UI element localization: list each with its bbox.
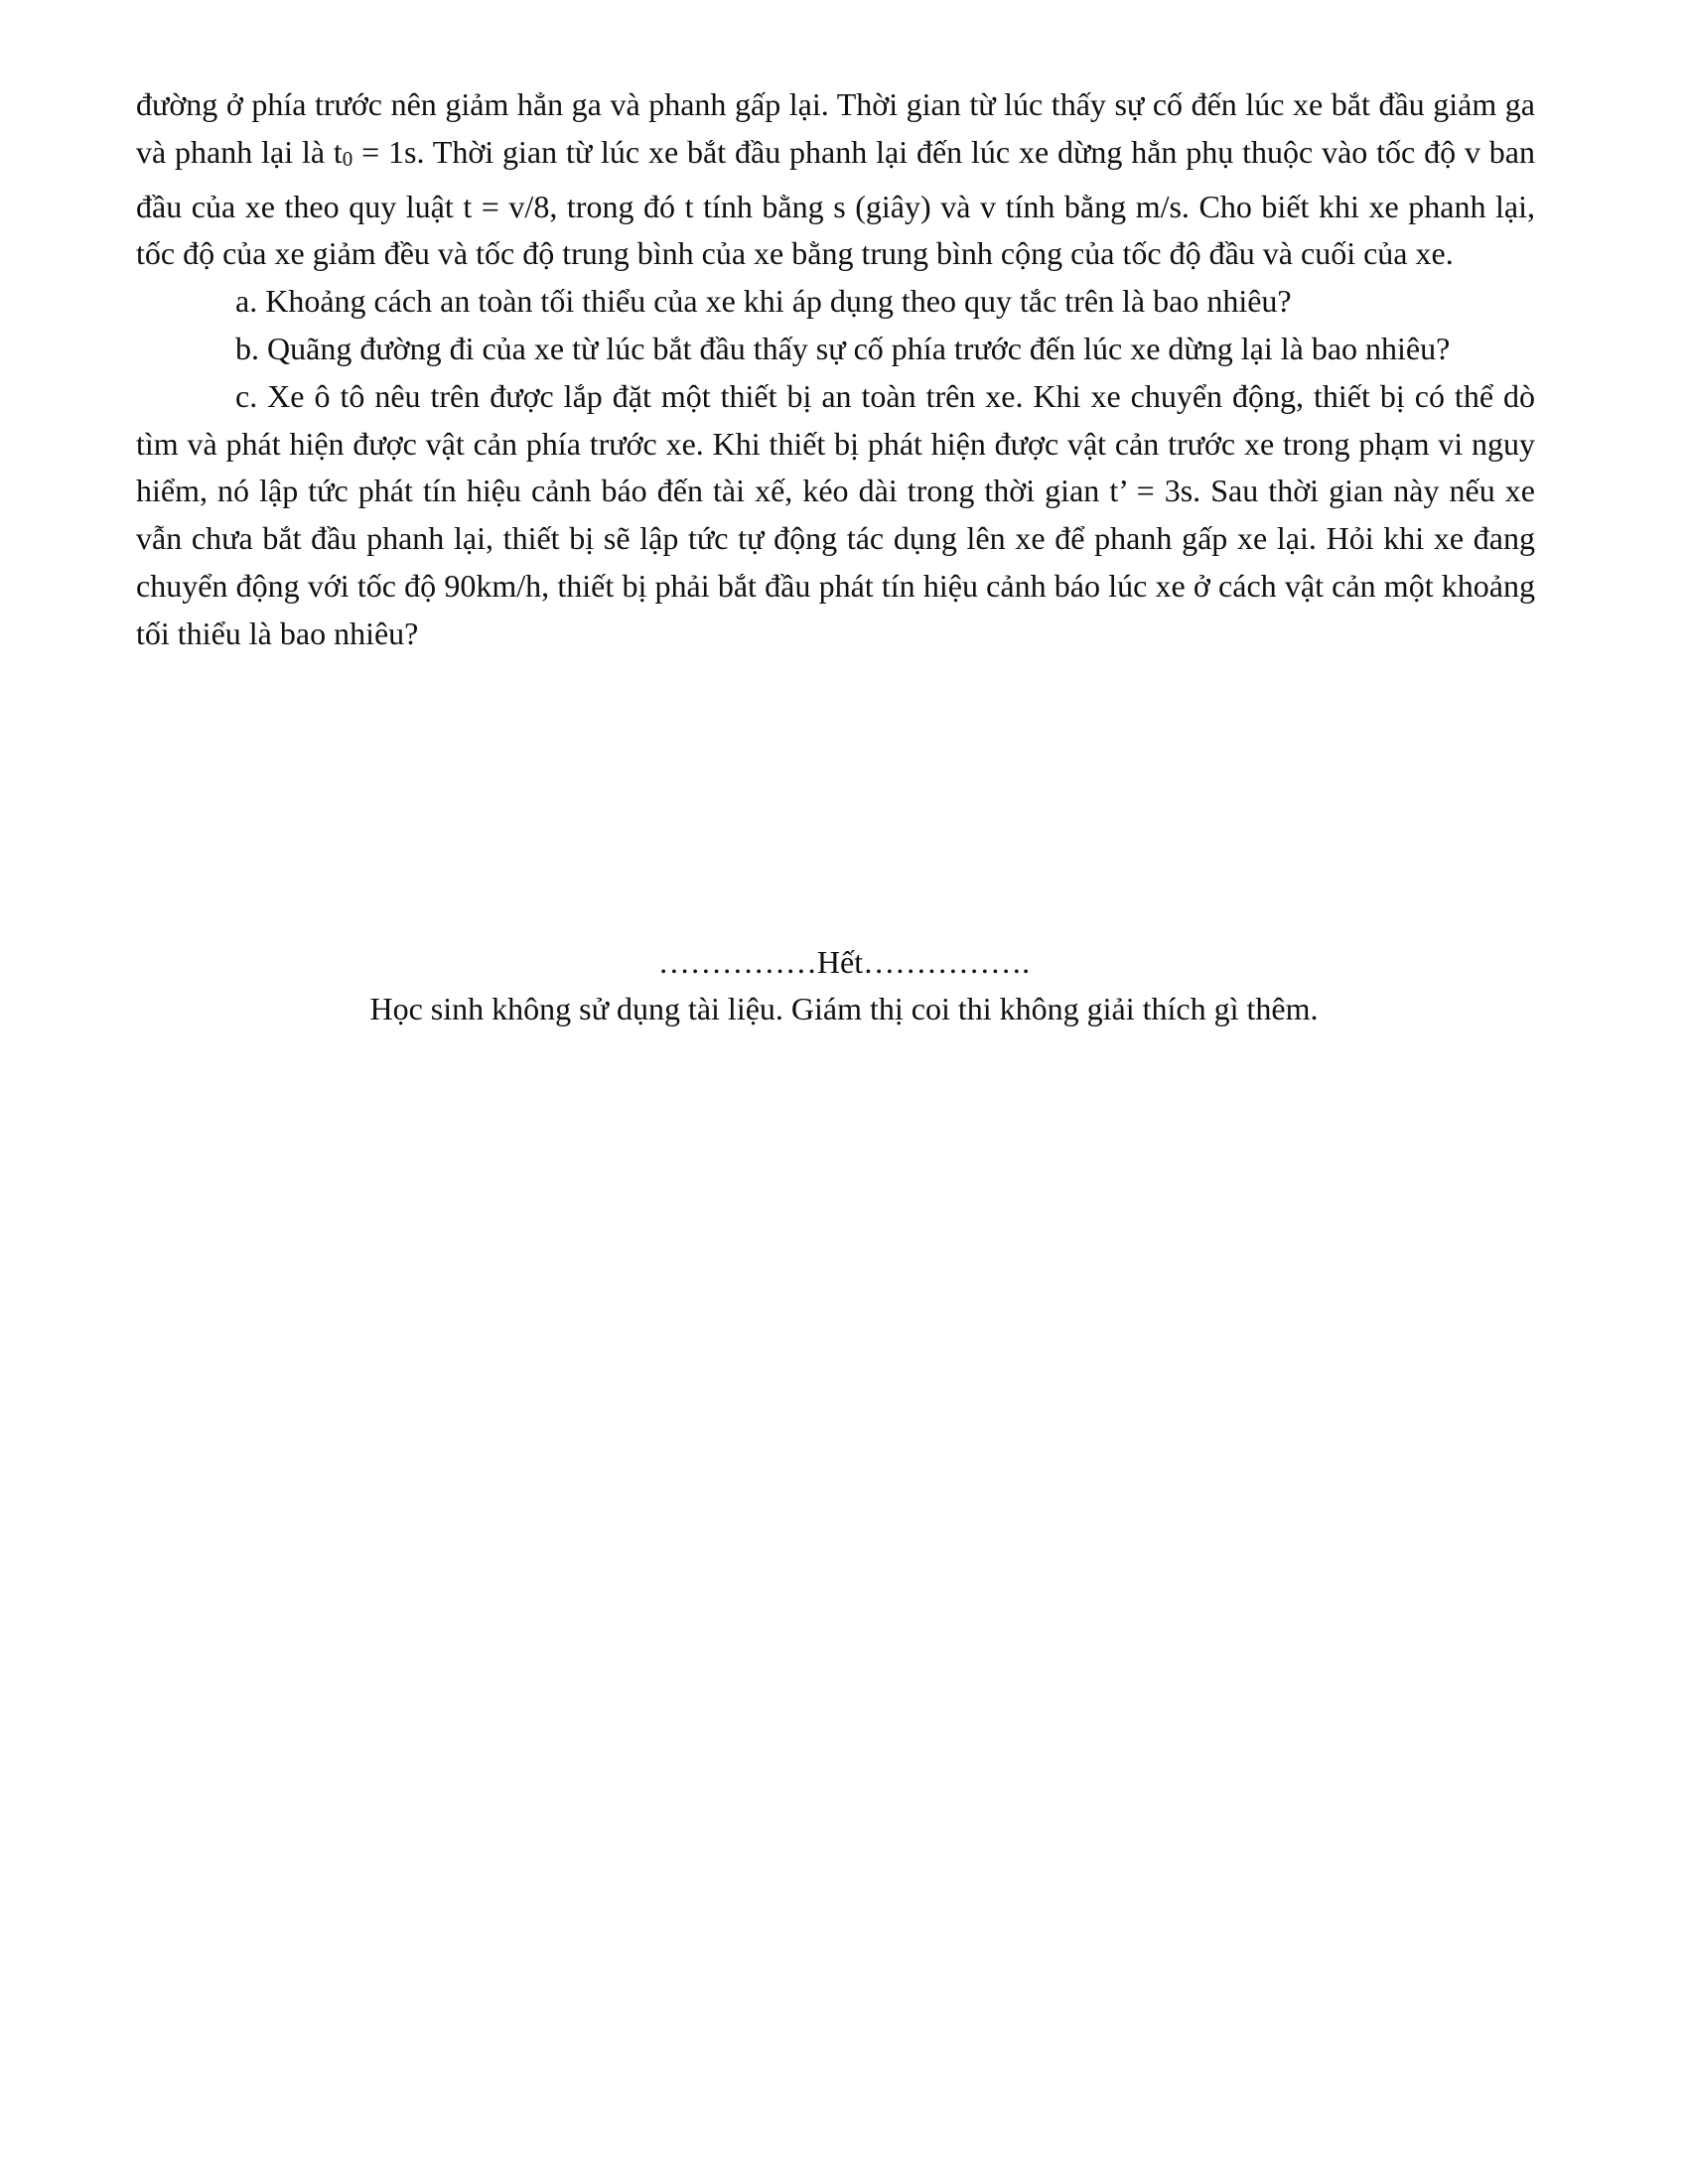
intro-text-end: = 1s. Thời gian từ lúc xe bắt đầu phanh lại đến lúc xe dừng hẳn phụ thuộc vào tốc độ v ban đầu của xe theo quy luật t = v/8, trong đó t tính bằng s (giây) và v tính bằng m/s. Cho biết khi xe phanh lại, tốc độ của xe giảm đều và tốc độ trung bình của xe bằng trung bình cộng của tốc độ đầu và cuối của xe. [136,133,1536,272]
question-b: b. Quãng đường đi của xe từ lúc bắt đầu thấy sự cố phía trước đến lúc xe dừng lại là bao nhiêu? [235,330,1451,366]
problem-intro-paragraph [136,81,1535,278]
end-of-exam-marker: ……………Hết……………. [657,944,1031,980]
time-subscript: 0 [342,146,353,171]
question-c: c. Xe ô tô nêu trên được lắp đặt một thiết bị an toàn trên xe. Khi xe chuyển động, thiết bị có thể dò tìm và phát hiện được vật cản phía trước xe. Khi thiết bị phát hiện được vật cản trước xe trong phạm vi nguy hiểm, nó lập tức phát tín hiệu cảnh báo đến tài xế, kéo dài trong thời gian t’ = 3s. Sau thời gian này nếu xe vẫn chưa bắt đầu phanh lại, thiết bị sẽ lập tức tự động tác dụng lên xe để phanh gấp xe lại. Hỏi khi xe đang chuyển động với tốc độ 90km/h, thiết bị phải bắt đầu phát tín hiệu cảnh báo lúc xe ở cách vật cản một khoảng tối thiểu là bao nhiêu? [136,377,1535,651]
exam-footer [0,939,1688,1032]
exam-instructions-note: Học sinh không sử dụng tài liệu. Giám thị coi thi không giải thích gì thêm. [369,991,1319,1026]
intro-text-start: đường ở phía trước nên giảm hẳn ga và phanh gấp lại. Thời gian từ lúc thấy sự cố đến lúc xe bắt đầu giảm ga và phanh lại là t [136,86,1535,170]
problem-text [136,81,1535,658]
question-a: a. Khoảng cách an toàn tối thiểu của xe khi áp dụng theo quy tắc trên là bao nhiêu? [235,283,1292,320]
